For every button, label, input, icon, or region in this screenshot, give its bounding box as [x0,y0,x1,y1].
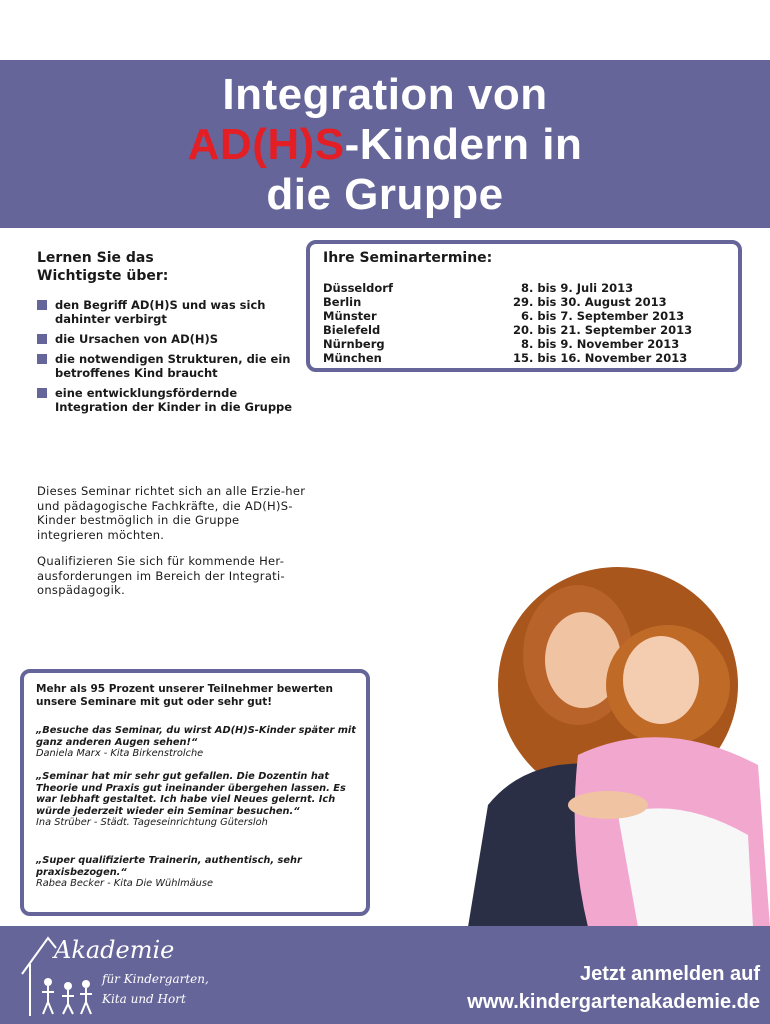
testimonial-quote: „Seminar hat mir sehr gut gefallen. Die Dozentin hat Theorie und Praxis gut ineinander übergehen lassen. Es war lebhaft gestaltet. Ich habe viel Neues gelernt. Ich würde jederzeit wieder ein Seminar besuchen.“ [36,771,346,817]
learn-heading-line-1: Lernen Sie das [37,250,154,266]
seminar-dates-title: Ihre Seminartermine: [323,250,493,266]
bullet-square-icon [37,354,47,364]
mother-child-photo [468,565,770,927]
testimonial-author: Rabea Becker - Kita Die Wühlmäuse [36,878,214,889]
seminar-date: 8. bis 9. Juli 2013 [513,281,634,295]
signup-call-to-action [467,960,760,1016]
learn-bullet [37,298,307,326]
learn-bullet [37,386,307,414]
learn-bullet-text: eine entwicklungsfördernde Integration der Kinder in die Gruppe [55,386,293,414]
signup-link[interactable]: www.kindergartenakademie.de [467,991,760,1013]
testimonial-author: Ina Strüber - Städt. Tageseinrichtung Gütersloh [36,817,268,828]
seminar-row [323,281,692,295]
learn-bullet-list [37,298,307,420]
seminar-row [323,295,692,309]
seminar-city: Düsseldorf [323,281,393,295]
seminar-dates-box [306,240,742,372]
page-title [0,70,770,220]
logo-subtitle-1: für Kindergarten, [102,972,209,986]
intro-paragraph: Dieses Seminar richtet sich an alle Erzie-her und pädagogische Fachkräfte, die AD(H)S-Kinder bestmöglich in die Gruppe integrieren möchten. [37,484,306,542]
learn-bullet [37,352,307,380]
qualify-paragraph: Qualifizieren Sie sich für kommende Her-ausforderungen im Bereich der Integrati-onspädagogik. [37,554,285,597]
seminar-row [323,309,692,323]
title-highlight: AD(H)S [187,120,345,169]
logo-subtitle-2: Kita und Hort [102,992,186,1006]
title-line-2 [0,120,770,170]
seminar-dates-table [323,281,692,365]
testimonial-quote: „Super qualifizierte Trainerin, authentisch, sehr praxisbezogen.“ [36,855,302,878]
logo-title: Akademie [54,936,175,964]
bullet-square-icon [37,300,47,310]
seminar-row [323,351,692,365]
testimonial [36,771,356,829]
learn-bullet-text: die Ursachen von AD(H)S [55,332,219,346]
title-line-1: Integration von [222,70,548,119]
seminar-date: 29. bis 30. August 2013 [513,295,667,309]
seminar-date: 6. bis 7. September 2013 [513,309,685,323]
cta-line-1: Jetzt anmelden auf [579,963,760,985]
testimonial-author: Daniela Marx - Kita Birkenstrolche [36,748,204,759]
testimonial-quote: „Besuche das Seminar, du wirst AD(H)S-Kinder später mit ganz anderen Augen sehen!“ [36,725,356,748]
seminar-date: 20. bis 21. September 2013 [513,323,693,337]
seminar-date: 15. bis 16. November 2013 [513,351,688,365]
learn-bullet-text: die notwendigen Strukturen, die ein betroffenes Kind braucht [55,352,291,380]
seminar-row [323,323,692,337]
seminar-city: Bielefeld [323,323,381,337]
testimonials-box [20,669,370,916]
testimonials-heading: Mehr als 95 Prozent unserer Teilnehmer bewerten unsere Seminare mit gut oder sehr gut! [36,683,333,708]
learn-heading [37,249,168,285]
seminar-city: Berlin [323,295,362,309]
learn-bullet [37,332,307,346]
bullet-square-icon [37,388,47,398]
title-line-2-rest: -Kindern in [344,120,583,169]
seminar-city: München [323,351,382,365]
title-line-3: die Gruppe [266,170,504,219]
seminar-city: Münster [323,309,377,323]
akademie-logo [18,930,218,1020]
seminar-city: Nürnberg [323,337,385,351]
learn-heading-line-2: Wichtigste über: [37,268,169,284]
testimonial [36,855,356,890]
bullet-square-icon [37,334,47,344]
seminar-row [323,337,692,351]
seminar-date: 8. bis 9. November 2013 [513,337,680,351]
learn-bullet-text: den Begriff AD(H)S und was sich dahinter verbirgt [55,298,266,326]
testimonial [36,725,356,760]
